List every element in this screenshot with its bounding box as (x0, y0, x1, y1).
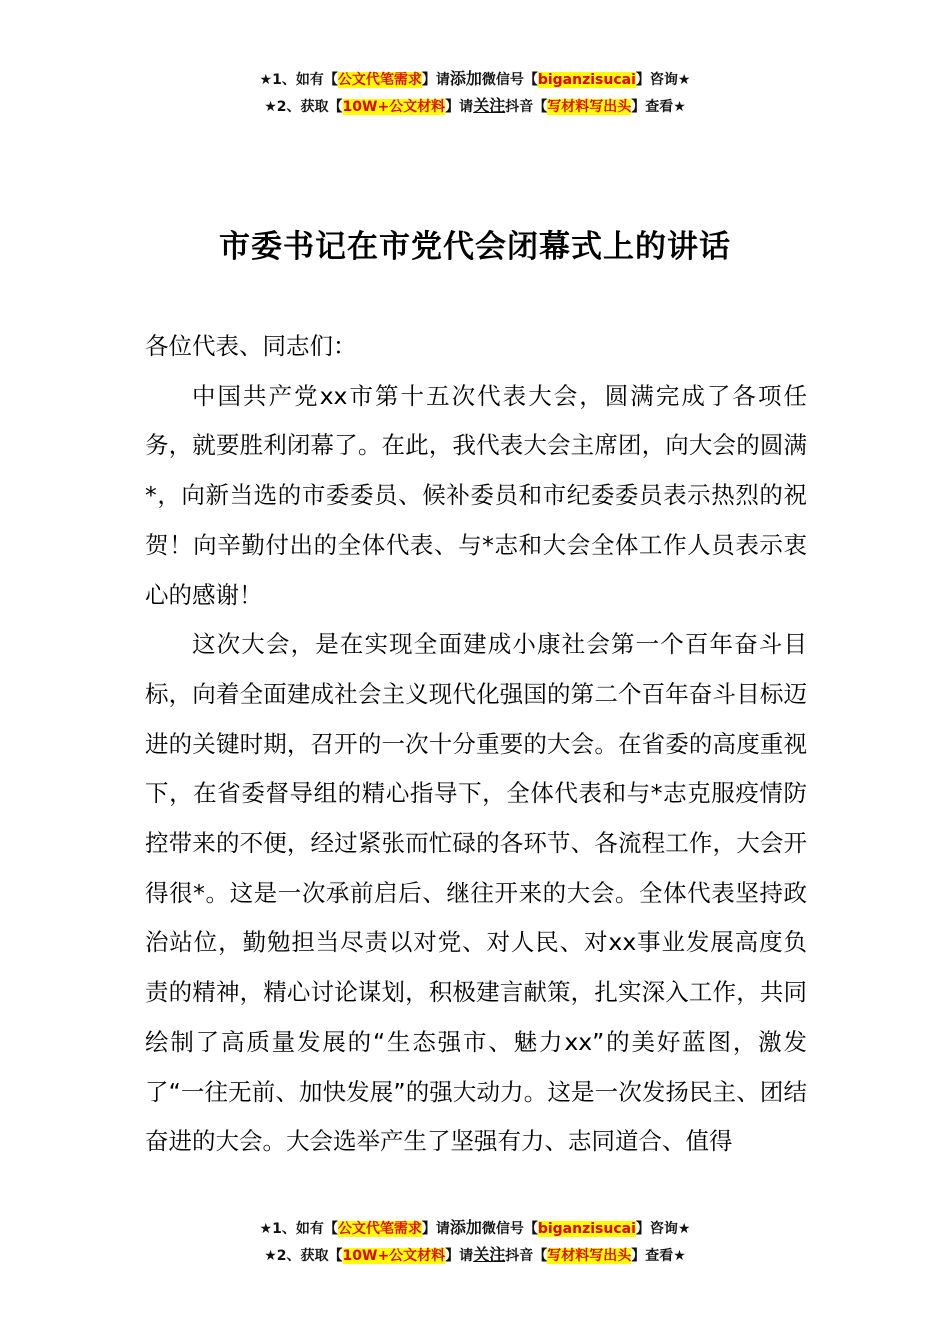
salutation: 各位代表、同志们： (145, 332, 357, 360)
banner-highlight: 写材料写出头 (547, 1248, 632, 1264)
banner-text: 抖音【 (505, 1248, 548, 1264)
banner-line-2 (0, 1242, 950, 1269)
banner-text: ★2、获取【 (264, 99, 343, 115)
banner-highlight: biganzisucai (537, 72, 636, 88)
banner-text: 添加 (449, 1218, 482, 1237)
document-title: 市委书记在市党代会闭幕式上的讲话 (219, 229, 731, 265)
banner-highlight: 公文代笔需求 (337, 72, 422, 88)
banner-text: 】请 (421, 1221, 450, 1237)
banner-text: 】请 (445, 99, 474, 115)
paragraph: 这次大会，是在实现全面建成小康社会第一个百年奋斗目标，向着全面建成社会主义现代化强国的第二个百年奋斗目标迈进的关键时期，召开的一次十分重要的大会。在省委的高度重视下，在省委督导组的精心指导下，全体代表和与*志克服疫情防控带来的不便，经过紧张而忙碌的各环节、各流程工作，大会开得很*。这是一次承前启后、继往开来的大会。全体代表坚持政治站位，勤勉担当尽责以对党、对人民、对xx事业发展高度负责的精神，精心讨论谋划，积极建言献策，扎实深入工作，共同绘制了高质量发展的“生态强市、魅力xx”的美好蓝图，激发了“一往无前、加快发展”的强大动力。这是一次发扬民主、团结奋进的大会。大会选举产生了坚强有力、志同道合、值得 (145, 630, 807, 1156)
paragraph: 中国共产党xx市第十五次代表大会，圆满完成了各项任务，就要胜利闭幕了。在此，我代表大会主席团，向大会的圆满*，向新当选的市委委员、候补委员和市纪委委员表示热烈的祝贺！向辛勤付出的全体代表、与*志和大会全体工作人员表示衷心的感谢！ (145, 381, 807, 609)
banner-text: 】请 (445, 1248, 474, 1264)
header-banner (0, 66, 950, 120)
banner-text: 】咨询★ (635, 1221, 691, 1237)
banner-highlight: 10W+公文材料 (342, 99, 446, 115)
banner-highlight: 写材料写出头 (547, 99, 632, 115)
banner-text: ★1、如有【 (259, 1221, 338, 1237)
document-body (145, 322, 807, 1167)
banner-highlight: 公文代笔需求 (337, 1221, 422, 1237)
banner-line-1 (0, 66, 950, 93)
banner-text: 】查看★ (631, 99, 686, 115)
banner-text: ★1、如有【 (259, 72, 338, 88)
banner-text: 关注 (473, 1245, 506, 1264)
banner-text: 微信号【 (481, 72, 538, 88)
banner-line-1 (0, 1215, 950, 1242)
banner-text: 】查看★ (631, 1248, 686, 1264)
banner-text: 】咨询★ (635, 72, 691, 88)
banner-highlight: 10W+公文材料 (342, 1248, 446, 1264)
footer-banner (0, 1215, 950, 1269)
banner-text: 抖音【 (505, 99, 548, 115)
banner-line-2 (0, 93, 950, 120)
banner-text: 添加 (449, 69, 482, 88)
banner-text: ★2、获取【 (264, 1248, 343, 1264)
banner-text: 关注 (473, 96, 506, 115)
banner-highlight: biganzisucai (537, 1221, 636, 1237)
banner-text: 】请 (421, 72, 450, 88)
banner-text: 微信号【 (481, 1221, 538, 1237)
